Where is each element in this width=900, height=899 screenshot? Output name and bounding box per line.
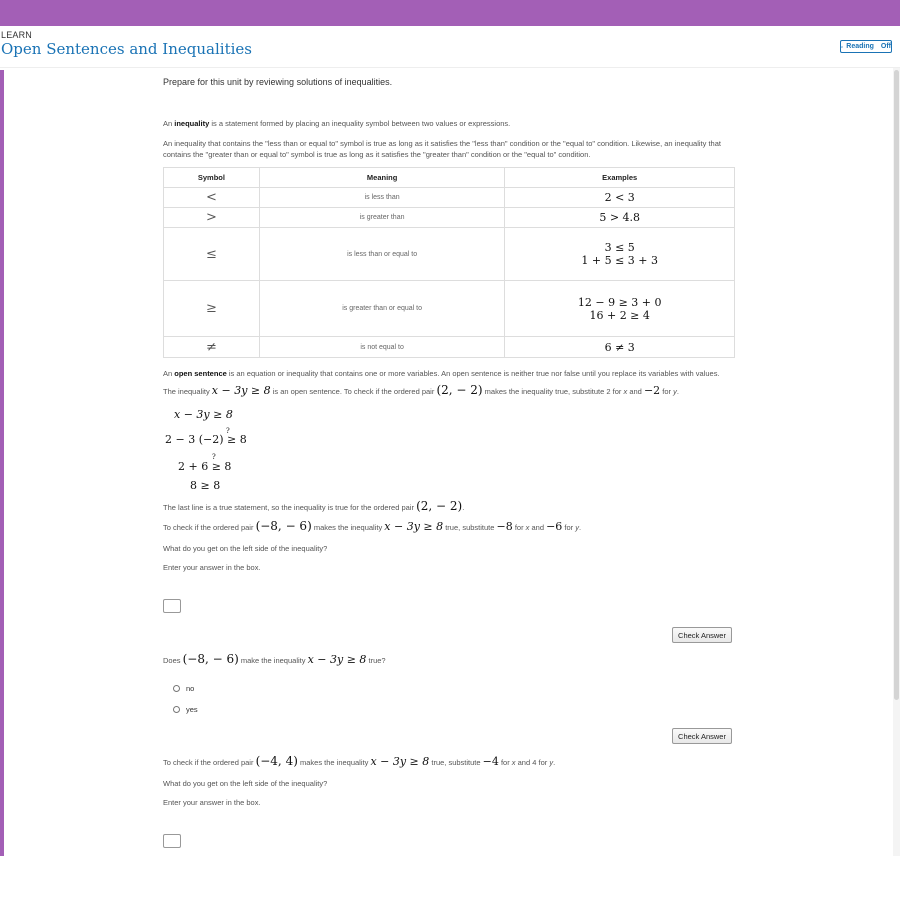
text-fragment: make the inequality — [238, 656, 308, 665]
question-mark-2: ? — [212, 453, 216, 461]
example-expression: 16 + 2 ≥ 4 — [589, 308, 650, 322]
text-fragment: makes the inequality true, substitute 2 for — [482, 387, 624, 396]
table-header-row — [164, 168, 735, 188]
meaning-cell: is not equal to — [259, 337, 505, 358]
inequality-expression: x − 3y ≥ 8 — [211, 384, 271, 397]
text-fragment: The inequality — [163, 387, 212, 396]
step-4: 8 ≥ 8 — [190, 479, 221, 492]
symbol-cell: ≥ — [164, 281, 260, 337]
header-examples: Examples — [505, 168, 735, 188]
text-fragment: is a statement formed by placing an inequality symbol between two values or expressions. — [209, 119, 511, 128]
examples-cell — [505, 188, 735, 208]
meaning-cell: is greater than — [259, 208, 505, 228]
page-title: Open Sentences and Inequalities — [1, 40, 252, 58]
inequality-definition — [163, 118, 735, 129]
symbol-cell: < — [164, 188, 260, 208]
example-expression: 12 − 9 ≥ 3 + 0 — [577, 295, 662, 309]
example-sentence — [163, 385, 679, 397]
text-fragment: makes the inequality — [311, 523, 385, 532]
meaning-cell: is greater than or equal to — [259, 281, 505, 337]
reading-toggle-button[interactable] — [840, 40, 892, 53]
text-fragment: is an equation or inequality that contains one or more variables. An open sentence is neither true nor false until you replace its variables with values. — [226, 369, 720, 378]
explanation-line-1: An inequality that contains the "less than or equal to" symbol is true as long as it satisfies the "less than" condition or the "equal to" condition. Likewise, an inequality that — [163, 139, 721, 148]
text-fragment: and — [529, 523, 547, 532]
section-label: LEARN — [1, 30, 33, 40]
text-fragment: . — [462, 503, 465, 512]
meaning-cell: is less than or equal to — [259, 228, 505, 281]
ordered-pair: (2, − 2) — [416, 499, 463, 513]
headphones-icon — [841, 43, 843, 51]
table-row — [164, 228, 735, 281]
scrollbar-thumb[interactable] — [894, 70, 899, 700]
text-fragment: and 4 for — [515, 758, 550, 767]
text-fragment: for — [660, 387, 674, 396]
table-row — [164, 281, 735, 337]
ordered-pair: (−8, − 6) — [255, 519, 312, 533]
text-fragment: To check if the ordered pair — [163, 758, 256, 767]
text-fragment: true, substitute — [443, 523, 497, 532]
variable-x: x — [511, 758, 516, 767]
option-yes-label[interactable]: yes — [186, 705, 198, 714]
question-1-prompt: What do you get on the left side of the inequality? — [163, 544, 328, 553]
text-fragment: makes the inequality — [297, 758, 371, 767]
text-fragment: true? — [366, 656, 386, 665]
table-row — [164, 208, 735, 228]
text-fragment: An — [163, 119, 175, 128]
left-accent-rail — [0, 70, 4, 856]
example-expression: 2 < 3 — [604, 191, 635, 204]
example-expression: 6 ≠ 3 — [604, 340, 635, 354]
term-inequality: inequality — [174, 119, 210, 128]
variable-y: y — [549, 758, 554, 767]
text-fragment: for — [512, 523, 526, 532]
open-sentence-definition — [163, 368, 763, 379]
example-expression: 5 > 4.8 — [599, 211, 641, 224]
header-symbol: Symbol — [164, 168, 260, 188]
question-1-instruction: Enter your answer in the box. — [163, 563, 261, 572]
reading-label: Reading — [846, 43, 874, 50]
variable-y: y — [575, 523, 579, 532]
conclusion-text — [163, 501, 464, 513]
top-banner — [0, 0, 900, 26]
examples-cell — [505, 228, 735, 281]
header-meaning: Meaning — [259, 168, 505, 188]
answer-input-3[interactable] — [163, 834, 181, 848]
text-fragment: is an open sentence. To check if the ordered pair — [270, 387, 437, 396]
variable-y: y — [673, 387, 677, 396]
check-answer-button-1[interactable]: Check Answer — [672, 627, 732, 643]
value-negative-two: −2 — [643, 384, 661, 397]
variable-x: x — [525, 523, 530, 532]
term-open-sentence: open sentence — [174, 369, 227, 378]
radio-no[interactable] — [173, 685, 180, 692]
answer-input-1[interactable] — [163, 599, 181, 613]
text-fragment: true, substitute — [429, 758, 483, 767]
example-expression: 1 + 5 ≤ 3 + 3 — [581, 254, 658, 267]
question-3-prompt: What do you get on the left side of the inequality? — [163, 779, 328, 788]
header-divider — [0, 67, 900, 68]
option-no-label[interactable]: no — [186, 684, 195, 693]
check-answer-button-2[interactable]: Check Answer — [672, 728, 732, 744]
text-fragment: . — [578, 523, 582, 532]
inequality-expression: x − 3y ≥ 8 — [307, 653, 367, 666]
example-expression: 3 ≤ 5 — [604, 241, 635, 254]
meaning-cell: is less than — [259, 188, 505, 208]
ordered-pair: (2, − 2) — [436, 383, 483, 397]
question-2-text — [163, 654, 386, 666]
text-fragment: and — [627, 387, 644, 396]
question-3-text — [163, 756, 555, 768]
step-2: 2 − 3 (−2) ≥ 8 — [165, 433, 247, 446]
examples-cell — [505, 337, 735, 358]
reading-state: Off — [880, 43, 891, 50]
symbol-cell: ≤ — [164, 228, 260, 281]
table-row — [164, 337, 735, 358]
examples-cell — [505, 208, 735, 228]
text-fragment: The last line is a true statement, so the inequality is true for the ordered pair — [163, 503, 417, 512]
value-y: −6 — [546, 520, 563, 533]
text-fragment: Does — [163, 656, 183, 665]
table-row — [164, 188, 735, 208]
explanation-line-2: contains the "greater than or equal to" symbol is true as long as it satisfies the "greater than" condition or the "equal to" condition. — [163, 150, 591, 159]
symbol-cell: ≠ — [164, 337, 260, 358]
intro-text: Prepare for this unit by reviewing solutions of inequalities. — [163, 77, 393, 87]
text-fragment: for — [562, 523, 576, 532]
text-fragment: . — [553, 758, 556, 767]
text-fragment: for — [498, 758, 512, 767]
inequality-expression: x − 3y ≥ 8 — [370, 755, 430, 768]
question-mark-1: ? — [226, 427, 230, 435]
inequality-symbol-table — [163, 167, 735, 358]
variable-x: x — [623, 387, 628, 396]
symbol-cell: > — [164, 208, 260, 228]
step-3: 2 + 6 ≥ 8 — [178, 460, 232, 473]
inequality-expression: x − 3y ≥ 8 — [384, 520, 444, 533]
text-fragment: An — [163, 369, 175, 378]
radio-yes[interactable] — [173, 706, 180, 713]
text-fragment: To check if the ordered pair — [163, 523, 256, 532]
step-1: x − 3y ≥ 8 — [174, 408, 233, 421]
value-x: −4 — [482, 755, 499, 768]
ordered-pair: (−4, 4) — [255, 754, 298, 768]
ordered-pair: (−8, − 6) — [182, 652, 239, 666]
examples-cell — [505, 281, 735, 337]
question-1-text — [163, 521, 581, 533]
value-x: −8 — [496, 520, 513, 533]
text-fragment: . — [676, 387, 679, 396]
question-3-instruction: Enter your answer in the box. — [163, 798, 261, 807]
